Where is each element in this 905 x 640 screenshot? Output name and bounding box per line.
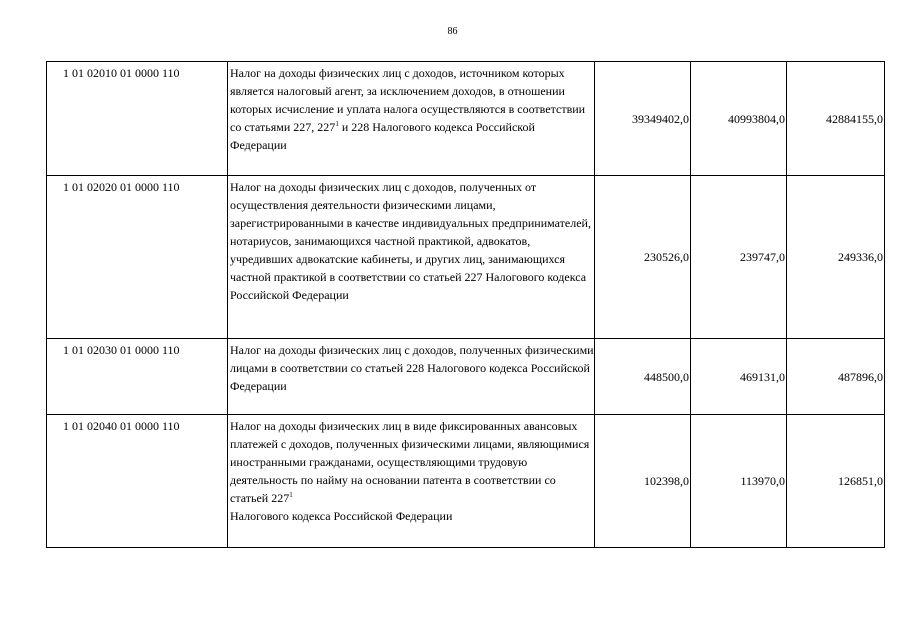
value-year-1: 230526,0 xyxy=(595,176,691,339)
value-year-1: 39349402,0 xyxy=(595,62,691,176)
value-year-2: 40993804,0 xyxy=(691,62,787,176)
description-text-end: и 228 Налогового кодекса Российской Федерации xyxy=(230,120,535,152)
value-year-2: 239747,0 xyxy=(691,176,787,339)
table-row xyxy=(47,339,885,415)
value-year-2: 113970,0 xyxy=(691,415,787,548)
classification-code: 1 01 02030 01 0000 110 xyxy=(47,339,228,415)
table-row xyxy=(47,62,885,176)
value-year-2: 469131,0 xyxy=(691,339,787,415)
table-row xyxy=(47,415,885,548)
value-year-3: 126851,0 xyxy=(787,415,885,548)
classification-code: 1 01 02010 01 0000 110 xyxy=(47,62,228,176)
revenue-description: Налог на доходы физических лиц с доходов, полученных физическими лицами в соответствии со статьей 228 Налогового кодекса Российской Федерации xyxy=(228,339,595,415)
description-text: Налог на доходы физических лиц с доходов, источником которых является налоговый агент, за исключением доходов, в отношении которых исчисление и уплата налога осуществляются в соответствии со статьями 227, 227 xyxy=(230,66,586,134)
revenue-description: Налог на доходы физических лиц с доходов, полученных от осуществления деятельности физическими лицами, зарегистрированными в качестве индивидуальных предпринимателей, нотариусов, занимающихся частной практикой, адвокатов, учредивших адвокатские кабинеты, и других лиц, занимающихся частной практикой в соответствии со статьей 227 Налогового кодекса Российской Федерации xyxy=(228,176,595,339)
revenue-description xyxy=(228,415,595,548)
classification-code: 1 01 02040 01 0000 110 xyxy=(47,415,228,548)
description-text-end: Налогового кодекса Российской Федерации xyxy=(230,509,453,523)
revenue-description xyxy=(228,62,595,176)
value-year-1: 102398,0 xyxy=(595,415,691,548)
page-number: 86 xyxy=(447,26,458,37)
revenue-table xyxy=(46,61,885,548)
description-text: Налог на доходы физических лиц в виде фиксированных авансовых платежей с доходов, полученных физическими лицами, являющимися иностранными гражданами, осуществляющими трудовую деятельность по найму на основании патента в соответствии со статьей 227 xyxy=(230,419,590,505)
value-year-3: 249336,0 xyxy=(787,176,885,339)
superscript: 1 xyxy=(335,120,339,128)
table-row xyxy=(47,176,885,339)
superscript: 1 xyxy=(289,491,293,499)
value-year-3: 42884155,0 xyxy=(787,62,885,176)
value-year-3: 487896,0 xyxy=(787,339,885,415)
value-year-1: 448500,0 xyxy=(595,339,691,415)
classification-code: 1 01 02020 01 0000 110 xyxy=(47,176,228,339)
